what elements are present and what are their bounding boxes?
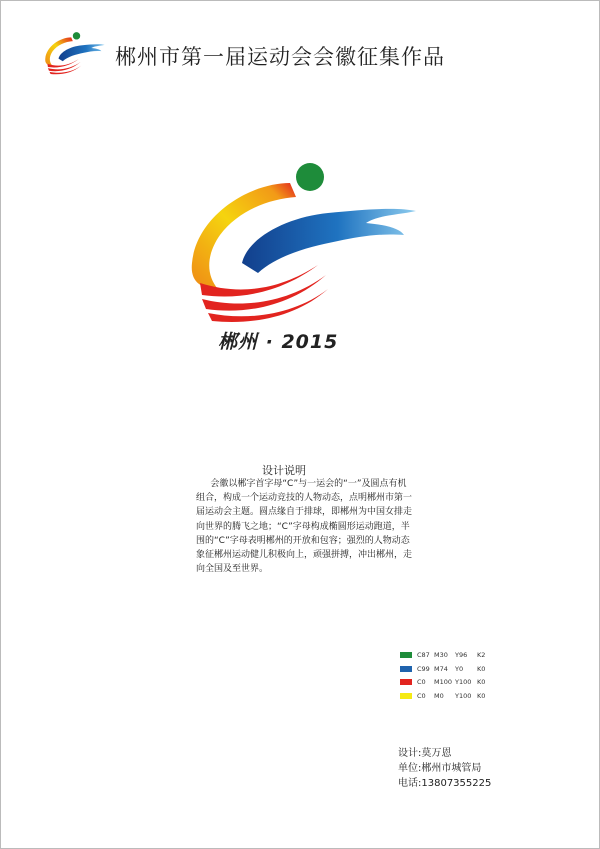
black-value: K0 (477, 678, 486, 686)
color-swatch (400, 693, 412, 699)
emblem-logo (178, 155, 423, 325)
emblem-wordmark: 郴州 · 2015 (218, 331, 339, 353)
black-value: K0 (477, 691, 486, 700)
color-spec-row (397, 650, 597, 663)
credits-block (398, 746, 491, 791)
magenta-value: M30 (434, 651, 448, 659)
magenta-value: M0 (434, 691, 444, 700)
yellow-value: Y100 (455, 691, 472, 700)
designer-credit: 设计:莫万恩 (398, 748, 452, 759)
magenta-value: M100 (434, 678, 453, 686)
color-swatch (400, 652, 412, 658)
color-spec-row (397, 691, 597, 704)
page-title: 郴州市第一届运动会会徽征集作品 (115, 45, 445, 69)
header-emblem-icon (40, 30, 108, 75)
description-body: 会徽以郴字首字母“C”与一运会的“一”及圆点有机组合，构成一个运动竞技的人物动态，点明郴州市第一届运动会主题。圆点缘自于排球，即郴州为中国女排走向世界的腾飞之地；“C”字母构成椭圆形运动跑道，半围的“C”字母表明郴州的开放和包容；强烈的人物动态象征郴州运动健儿积极向上，顽强拼搏，冲出郴州，走向全国及至世界。 (196, 479, 413, 575)
yellow-value: Y100 (455, 678, 472, 686)
yellow-value: Y0 (455, 664, 464, 673)
magenta-value: M74 (434, 664, 448, 673)
color-swatch (400, 679, 412, 685)
color-spec-list (397, 650, 597, 704)
cyan-value: C99 (417, 664, 430, 673)
unit-credit: 单位:郴州市城管局 (398, 763, 482, 774)
cyan-value: C0 (417, 691, 426, 700)
black-value: K2 (477, 651, 486, 659)
color-spec-row (397, 664, 597, 677)
cyan-value: C0 (417, 678, 426, 686)
color-swatch (400, 666, 412, 672)
green-dot-icon (296, 163, 324, 191)
phone-credit: 电话:13807355225 (398, 778, 492, 789)
blue-swoosh-shape (242, 209, 416, 273)
description-title: 设计说明 (262, 464, 306, 477)
color-spec-row (397, 677, 597, 690)
cyan-value: C87 (417, 651, 430, 659)
yellow-value: Y96 (455, 651, 468, 659)
black-value: K0 (477, 664, 486, 673)
